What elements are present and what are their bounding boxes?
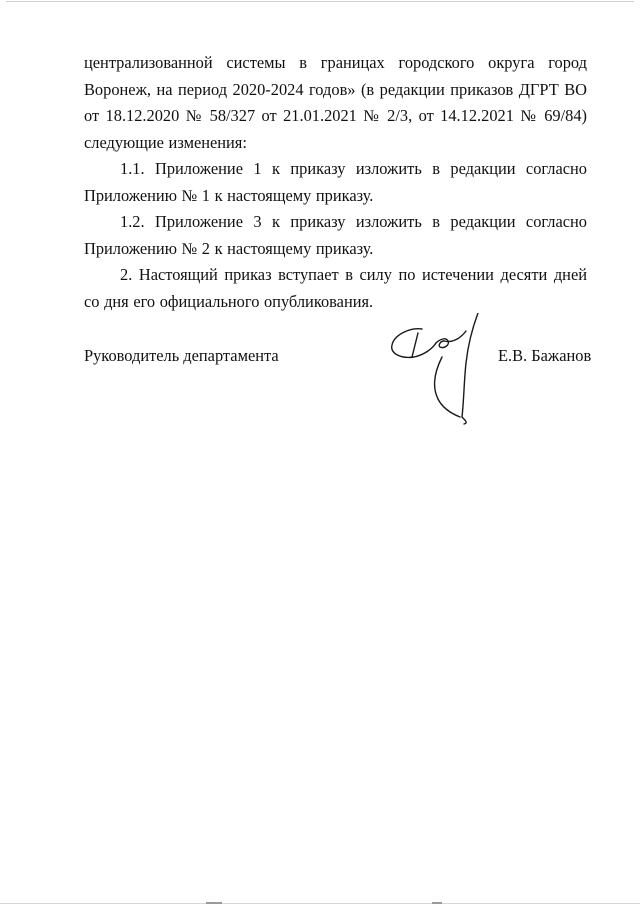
text-line: его официального опубликования. [133, 291, 374, 311]
paragraph-item-1-1 [84, 156, 587, 209]
text-line: 1.2. Приложение 3 к приказу изложить в редакции согласно [120, 212, 587, 231]
text-line: период 2020-2024 годов» (в редакции приказов ДГРТ ВО от 18.12.2020 [84, 79, 587, 125]
paragraph-item-2 [84, 262, 587, 315]
document-body [84, 50, 587, 315]
text-line: 2. Настоящий приказ вступает в силу по истечении десяти дней со дня [84, 265, 587, 311]
bottom-edge-line [0, 903, 640, 904]
scan-mark [432, 902, 442, 904]
signer-title: Руководитель департамента [84, 346, 279, 365]
text-line: Приложению № 1 к настоящему приказу. [84, 185, 374, 205]
handwritten-signature [388, 313, 488, 425]
signer-name: Е.В. Бажанов [498, 346, 592, 365]
text-line: Приложению № 2 к настоящему приказу. [84, 238, 374, 258]
top-edge-line [6, 1, 634, 2]
paragraph-changes-intro [84, 50, 587, 156]
text-line: 1.1. Приложение 1 к приказу изложить в редакции согласно [120, 159, 587, 178]
text-line: централизованной системы в границах городского округа город Воронеж, на [84, 53, 587, 99]
paragraph-item-1-2 [84, 209, 587, 262]
scan-mark [206, 902, 222, 904]
text-line: № 58/327 от 21.01.2021 № 2/3, от 14.12.2021 № 69/84) следующие изменения: [84, 106, 587, 152]
